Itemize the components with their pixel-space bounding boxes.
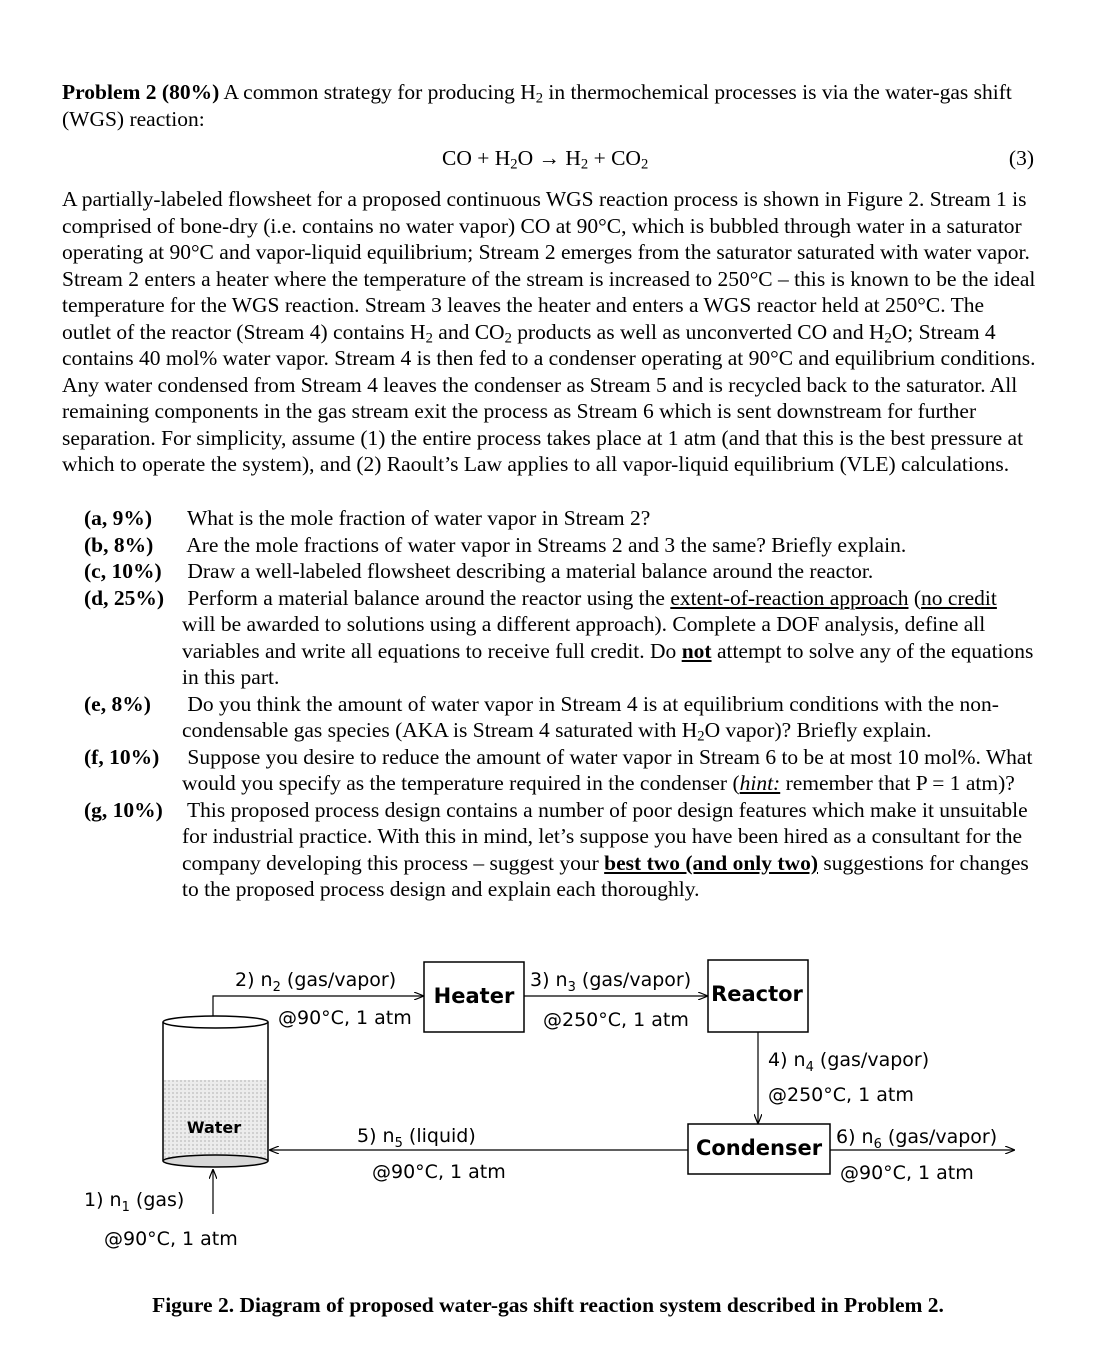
part-d: (d, 25%) Perform a material balance around the reactor using the extent-of-reaction approach (no credit will be awarded to solutions using a different approach). Complete a DOF analysis, define all variables and write all equations to receive full credit. Do not attempt to solve any of the equations in this part. [84,585,1034,689]
stream5-conditions: @90°C, 1 atm [372,1161,506,1183]
part-f: (f, 10%) Suppose you desire to reduce the amount of water vapor in Stream 6 to be at most 10 mol%. What would you specify as the temperature required in the condenser (hint: remember that P = 1 atm)? [84,744,1033,795]
stream3-label: 3) $n_3$ (gas/vapor) [530,969,692,995]
problem-intro: Problem 2 (80%) A common strategy for producing $H_2$ in thermochemical processes is via the water-gas shift (WGS) reaction: [62,80,1012,131]
stream1-label: 1) $n_1$ (gas) [84,1189,185,1215]
saturator-vessel [163,1016,268,1167]
process-description: A partially-labeled flowsheet for a proposed continuous WGS reaction process is shown in Figure 2. Stream 1 is comprised of bone-dry (i.e. contains no water vapor) CO at 90°C, which is bubbled through water in a saturator operating at 90°C and vapor-liquid equilibrium; Stream 2 emerges from the saturator saturated with water vapor. Stream 2 enters a heater where the temperature of the stream is increased to 250°C – this is known to be the ideal temperature for the WGS reaction. Stream 3 leaves the heater and enters a WGS reactor held at 250°C. The outlet of the reactor (Stream 4) contains $H_2$ and $CO_2$ products as well as unconverted CO and $H_2O$; Stream 4 contains 40 mol% water vapor. Stream 4 is then fed to a condenser operating at 90°C and equilibrium conditions. Any water condensed from Stream 4 leaves the condenser as Stream 5 and is recycled back to the saturator. All remaining components in the gas stream exit the process as Stream 6 which is sent downstream for further separation. For simplicity, assume (1) the entire process takes place at 1 atm (and that this is the best pressure at which to operate the system), and (2) Raoult’s Law applies to all vapor-liquid equilibrium (VLE) calculations. [62,187,1036,476]
equation-body: CO + $H_2O \to H_2 + CO_2$ [442,146,649,173]
stream3-conditions: @250°C, 1 atm [543,1009,689,1031]
condenser-label: Condenser [695,1136,823,1160]
stream2-conditions: @90°C, 1 atm [278,1007,412,1029]
problem-title: Problem 2 (80%) [62,80,220,104]
part-b: (b, 8%) Are the mole fractions of water vapor in Streams 2 and 3 the same? Briefly explain. [84,532,907,557]
stream5-label: 5) $n_5$ (liquid) [357,1125,476,1151]
part-e: (e, 8%) Do you think the amount of water vapor in Stream 4 is at equilibrium conditions with the non-condensable gas species (AKA is Stream 4 saturated with $H_2O$ vapor)? Briefly explain. [84,691,999,745]
part-c: (c, 10%) Draw a well-labeled flowsheet describing a material balance around the reactor. [84,559,874,583]
heater-label: Heater [433,984,515,1008]
part-g: (g, 10%) This proposed process design contains a number of poor design features which make it unsuitable for industrial practice. With this in mind, let’s suppose you have been hired as a consultant for the company developing this process – suggest your best two (and only two) suggestions for changes to the proposed process design and explain each thoroughly. [84,797,1029,901]
stream4-conditions: @250°C, 1 atm [768,1084,914,1106]
stream6-conditions: @90°C, 1 atm [840,1162,974,1184]
part-a: (a, 9%) What is the mole fraction of water vapor in Stream 2? [84,506,651,530]
equation-number: (3) [1008,146,1034,170]
water-label: Water [186,1118,242,1137]
stream1-conditions: @90°C, 1 atm [104,1228,238,1250]
stream2-label: 2) $n_2$ (gas/vapor) [235,969,397,995]
reactor-label: Reactor [711,982,803,1006]
stream4-label: 4) $n_4$ (gas/vapor) [768,1049,930,1075]
stream6-label: 6) $n_6$ (gas/vapor) [836,1126,998,1152]
figure-caption: Figure 2. Diagram of proposed water-gas shift reaction system described in Problem 2. [152,1293,944,1317]
saturator-top [163,1016,268,1028]
saturator-bottom [163,1155,268,1167]
